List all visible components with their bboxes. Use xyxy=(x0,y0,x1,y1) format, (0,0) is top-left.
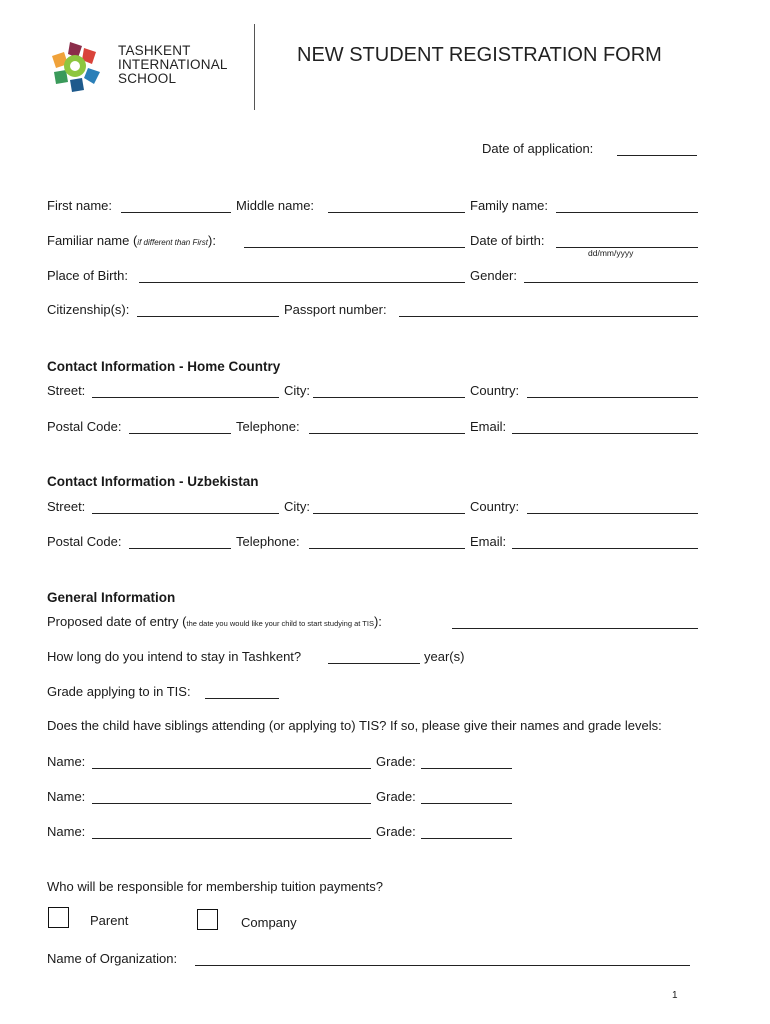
gender-field[interactable] xyxy=(524,282,698,283)
first-name-label: First name: xyxy=(47,198,113,213)
stay-field[interactable] xyxy=(328,663,420,664)
home-postal-field[interactable] xyxy=(129,433,231,434)
home-city-field[interactable] xyxy=(313,397,465,398)
uz-telephone-field[interactable] xyxy=(309,548,465,549)
stay-unit: year(s) xyxy=(424,649,465,664)
uz-email-label: Email: xyxy=(470,534,507,549)
contact-home-heading: Contact Information - Home Country xyxy=(47,359,281,374)
home-street-label: Street: xyxy=(47,383,86,398)
sibling-grade-field-2[interactable] xyxy=(421,803,512,804)
sibling-grade-label-2: Grade: xyxy=(376,789,416,804)
contact-uz-heading: Contact Information - Uzbekistan xyxy=(47,474,259,489)
home-country-label: Country: xyxy=(470,383,520,398)
uz-postal-label: Postal Code: xyxy=(47,534,122,549)
gender-label: Gender: xyxy=(470,268,517,283)
date-of-birth-label: Date of birth: xyxy=(470,233,545,248)
uz-street-label: Street: xyxy=(47,499,86,514)
grade-applying-field[interactable] xyxy=(205,698,279,699)
logo-flower-icon xyxy=(44,38,108,94)
organization-label: Name of Organization: xyxy=(47,951,178,966)
middle-name-field[interactable] xyxy=(328,212,465,213)
home-country-field[interactable] xyxy=(527,397,698,398)
passport-label: Passport number: xyxy=(284,302,387,317)
sibling-name-label-1: Name: xyxy=(47,754,86,769)
middle-name-label: Middle name: xyxy=(236,198,315,213)
home-telephone-label: Telephone: xyxy=(236,419,300,434)
stay-label: How long do you intend to stay in Tashkent? xyxy=(47,649,302,664)
school-logo xyxy=(44,38,108,94)
first-name-field[interactable] xyxy=(121,212,231,213)
citizenship-label: Citizenship(s): xyxy=(47,302,130,317)
company-option-label: Company xyxy=(241,915,297,930)
home-email-field[interactable] xyxy=(512,433,698,434)
sibling-grade-field-3[interactable] xyxy=(421,838,512,839)
home-telephone-field[interactable] xyxy=(309,433,465,434)
familiar-name-field[interactable] xyxy=(244,247,465,248)
sibling-name-field-1[interactable] xyxy=(92,768,371,769)
home-email-label: Email: xyxy=(470,419,507,434)
header-divider xyxy=(254,24,255,110)
passport-field[interactable] xyxy=(399,316,698,317)
uz-email-field[interactable] xyxy=(512,548,698,549)
entry-date-label: Proposed date of entry (the date you would like your child to start studying at TIS): xyxy=(47,614,382,629)
uz-postal-field[interactable] xyxy=(129,548,231,549)
logo-line-1: TASHKENT xyxy=(118,43,191,58)
company-checkbox[interactable] xyxy=(197,909,218,930)
home-postal-label: Postal Code: xyxy=(47,419,122,434)
logo-line-2: INTERNATIONAL xyxy=(118,57,228,72)
date-application-label: Date of application: xyxy=(482,141,594,156)
entry-date-field[interactable] xyxy=(452,628,698,629)
organization-field[interactable] xyxy=(195,965,690,966)
citizenship-field[interactable] xyxy=(137,316,279,317)
sibling-name-field-3[interactable] xyxy=(92,838,371,839)
uz-street-field[interactable] xyxy=(92,513,279,514)
page-number: 1 xyxy=(672,990,678,1001)
sibling-name-field-2[interactable] xyxy=(92,803,371,804)
familiar-name-label: Familiar name (if different than First): xyxy=(47,233,216,248)
siblings-question: Does the child have siblings attending (or applying to) TIS? If so, please give their names and grade levels: xyxy=(47,718,662,733)
sibling-grade-field-1[interactable] xyxy=(421,768,512,769)
payment-question: Who will be responsible for membership tuition payments? xyxy=(47,879,383,894)
sibling-grade-label-3: Grade: xyxy=(376,824,416,839)
grade-applying-label: Grade applying to in TIS: xyxy=(47,684,191,699)
dob-format-hint: dd/mm/yyyy xyxy=(588,248,634,258)
home-street-field[interactable] xyxy=(92,397,279,398)
form-title: NEW STUDENT REGISTRATION FORM xyxy=(297,44,662,66)
uz-city-field[interactable] xyxy=(313,513,465,514)
place-of-birth-field[interactable] xyxy=(139,282,465,283)
parent-checkbox[interactable] xyxy=(48,907,69,928)
parent-option-label: Parent xyxy=(90,913,129,928)
logo-text xyxy=(118,44,228,86)
family-name-field[interactable] xyxy=(556,212,698,213)
sibling-grade-label-1: Grade: xyxy=(376,754,416,769)
uz-country-field[interactable] xyxy=(527,513,698,514)
logo-line-3: SCHOOL xyxy=(118,71,177,86)
general-heading: General Information xyxy=(47,590,176,605)
family-name-label: Family name: xyxy=(470,198,549,213)
place-of-birth-label: Place of Birth: xyxy=(47,268,128,283)
uz-telephone-label: Telephone: xyxy=(236,534,300,549)
home-city-label: City: xyxy=(284,383,310,398)
sibling-name-label-2: Name: xyxy=(47,789,86,804)
uz-city-label: City: xyxy=(284,499,310,514)
date-application-field[interactable] xyxy=(617,155,697,156)
sibling-name-label-3: Name: xyxy=(47,824,86,839)
uz-country-label: Country: xyxy=(470,499,520,514)
